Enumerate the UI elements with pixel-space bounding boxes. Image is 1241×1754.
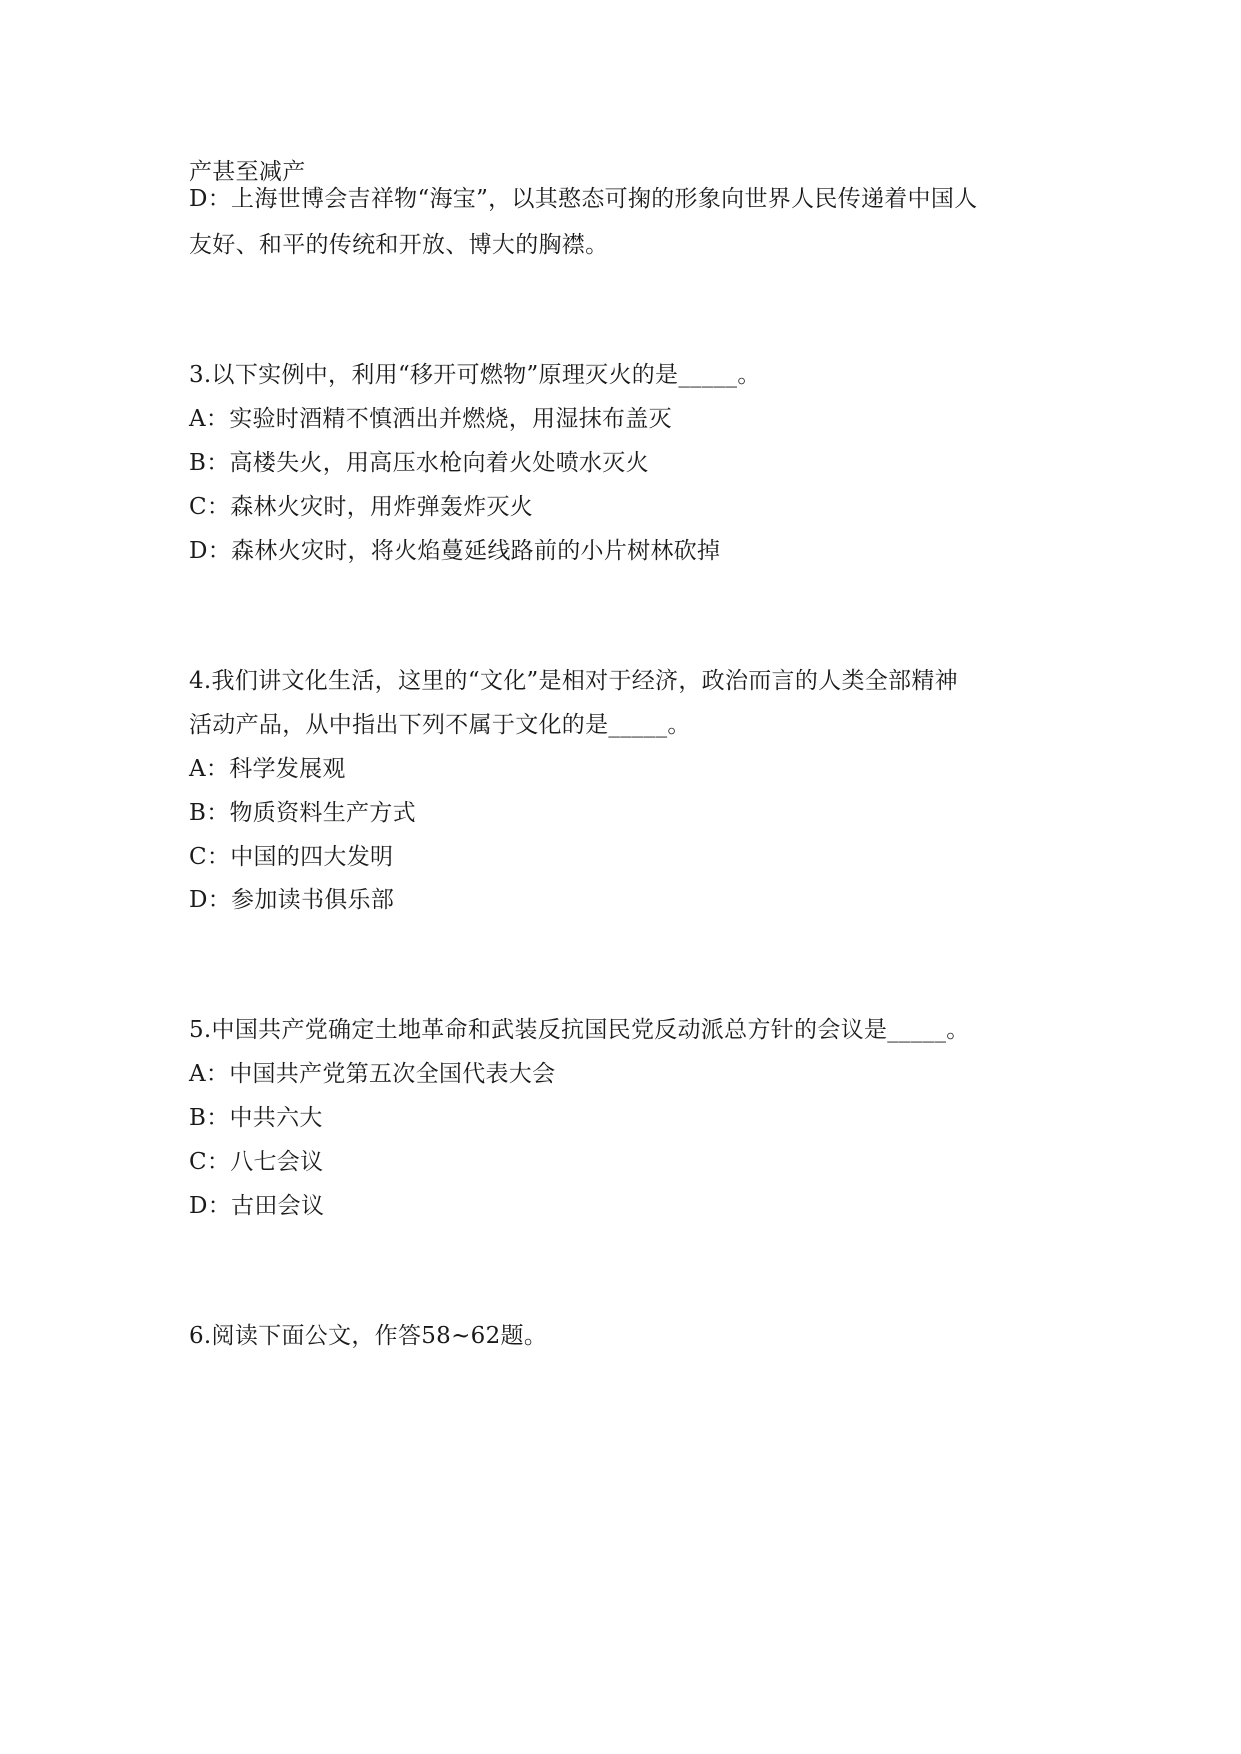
previous-option-d-line2: 友好、和平的传统和开放、博大的胸襟。 <box>189 232 609 258</box>
question-3-option-c: C：森林火灾时，用炸弹轰炸灭火 <box>189 494 534 520</box>
previous-option-tail: 产甚至减产 <box>189 159 306 185</box>
question-3-option-b: B：高楼失火，用高压水枪向着火处喷水灭火 <box>189 450 649 476</box>
question-3-option-a: A：实验时酒精不慎洒出并燃烧，用湿抹布盖灭 <box>189 406 672 432</box>
question-4-stem-line2: 活动产品，从中指出下列不属于文化的是_____。 <box>189 712 691 738</box>
question-3-stem: 3.以下实例中，利用“移开可燃物”原理灭火的是_____。 <box>189 362 761 388</box>
previous-option-d-line1: D：上海世博会吉祥物“海宝”，以其憨态可掬的形象向世界人民传递着中国人 <box>189 186 978 212</box>
question-5-stem: 5.中国共产党确定土地革命和武装反抗国民党反动派总方针的会议是_____。 <box>189 1017 970 1043</box>
question-6-stem: 6.阅读下面公文，作答58~62题。 <box>189 1323 548 1349</box>
question-5-option-c: C：八七会议 <box>189 1149 324 1175</box>
question-4-option-a: A：科学发展观 <box>189 756 346 782</box>
question-5-option-a: A：中国共产党第五次全国代表大会 <box>189 1061 556 1087</box>
question-5-option-d: D：古田会议 <box>189 1193 325 1219</box>
question-3-option-d: D：森林火灾时，将火焰蔓延线路前的小片树林砍掉 <box>189 538 721 564</box>
question-5-option-b: B：中共六大 <box>189 1105 323 1131</box>
question-4-stem-line1: 4.我们讲文化生活，这里的“文化”是相对于经济，政治而言的人类全部精神 <box>189 668 958 694</box>
question-4-option-d: D：参加读书俱乐部 <box>189 887 395 913</box>
question-4-option-c: C：中国的四大发明 <box>189 844 394 870</box>
question-4-option-b: B：物质资料生产方式 <box>189 800 416 826</box>
